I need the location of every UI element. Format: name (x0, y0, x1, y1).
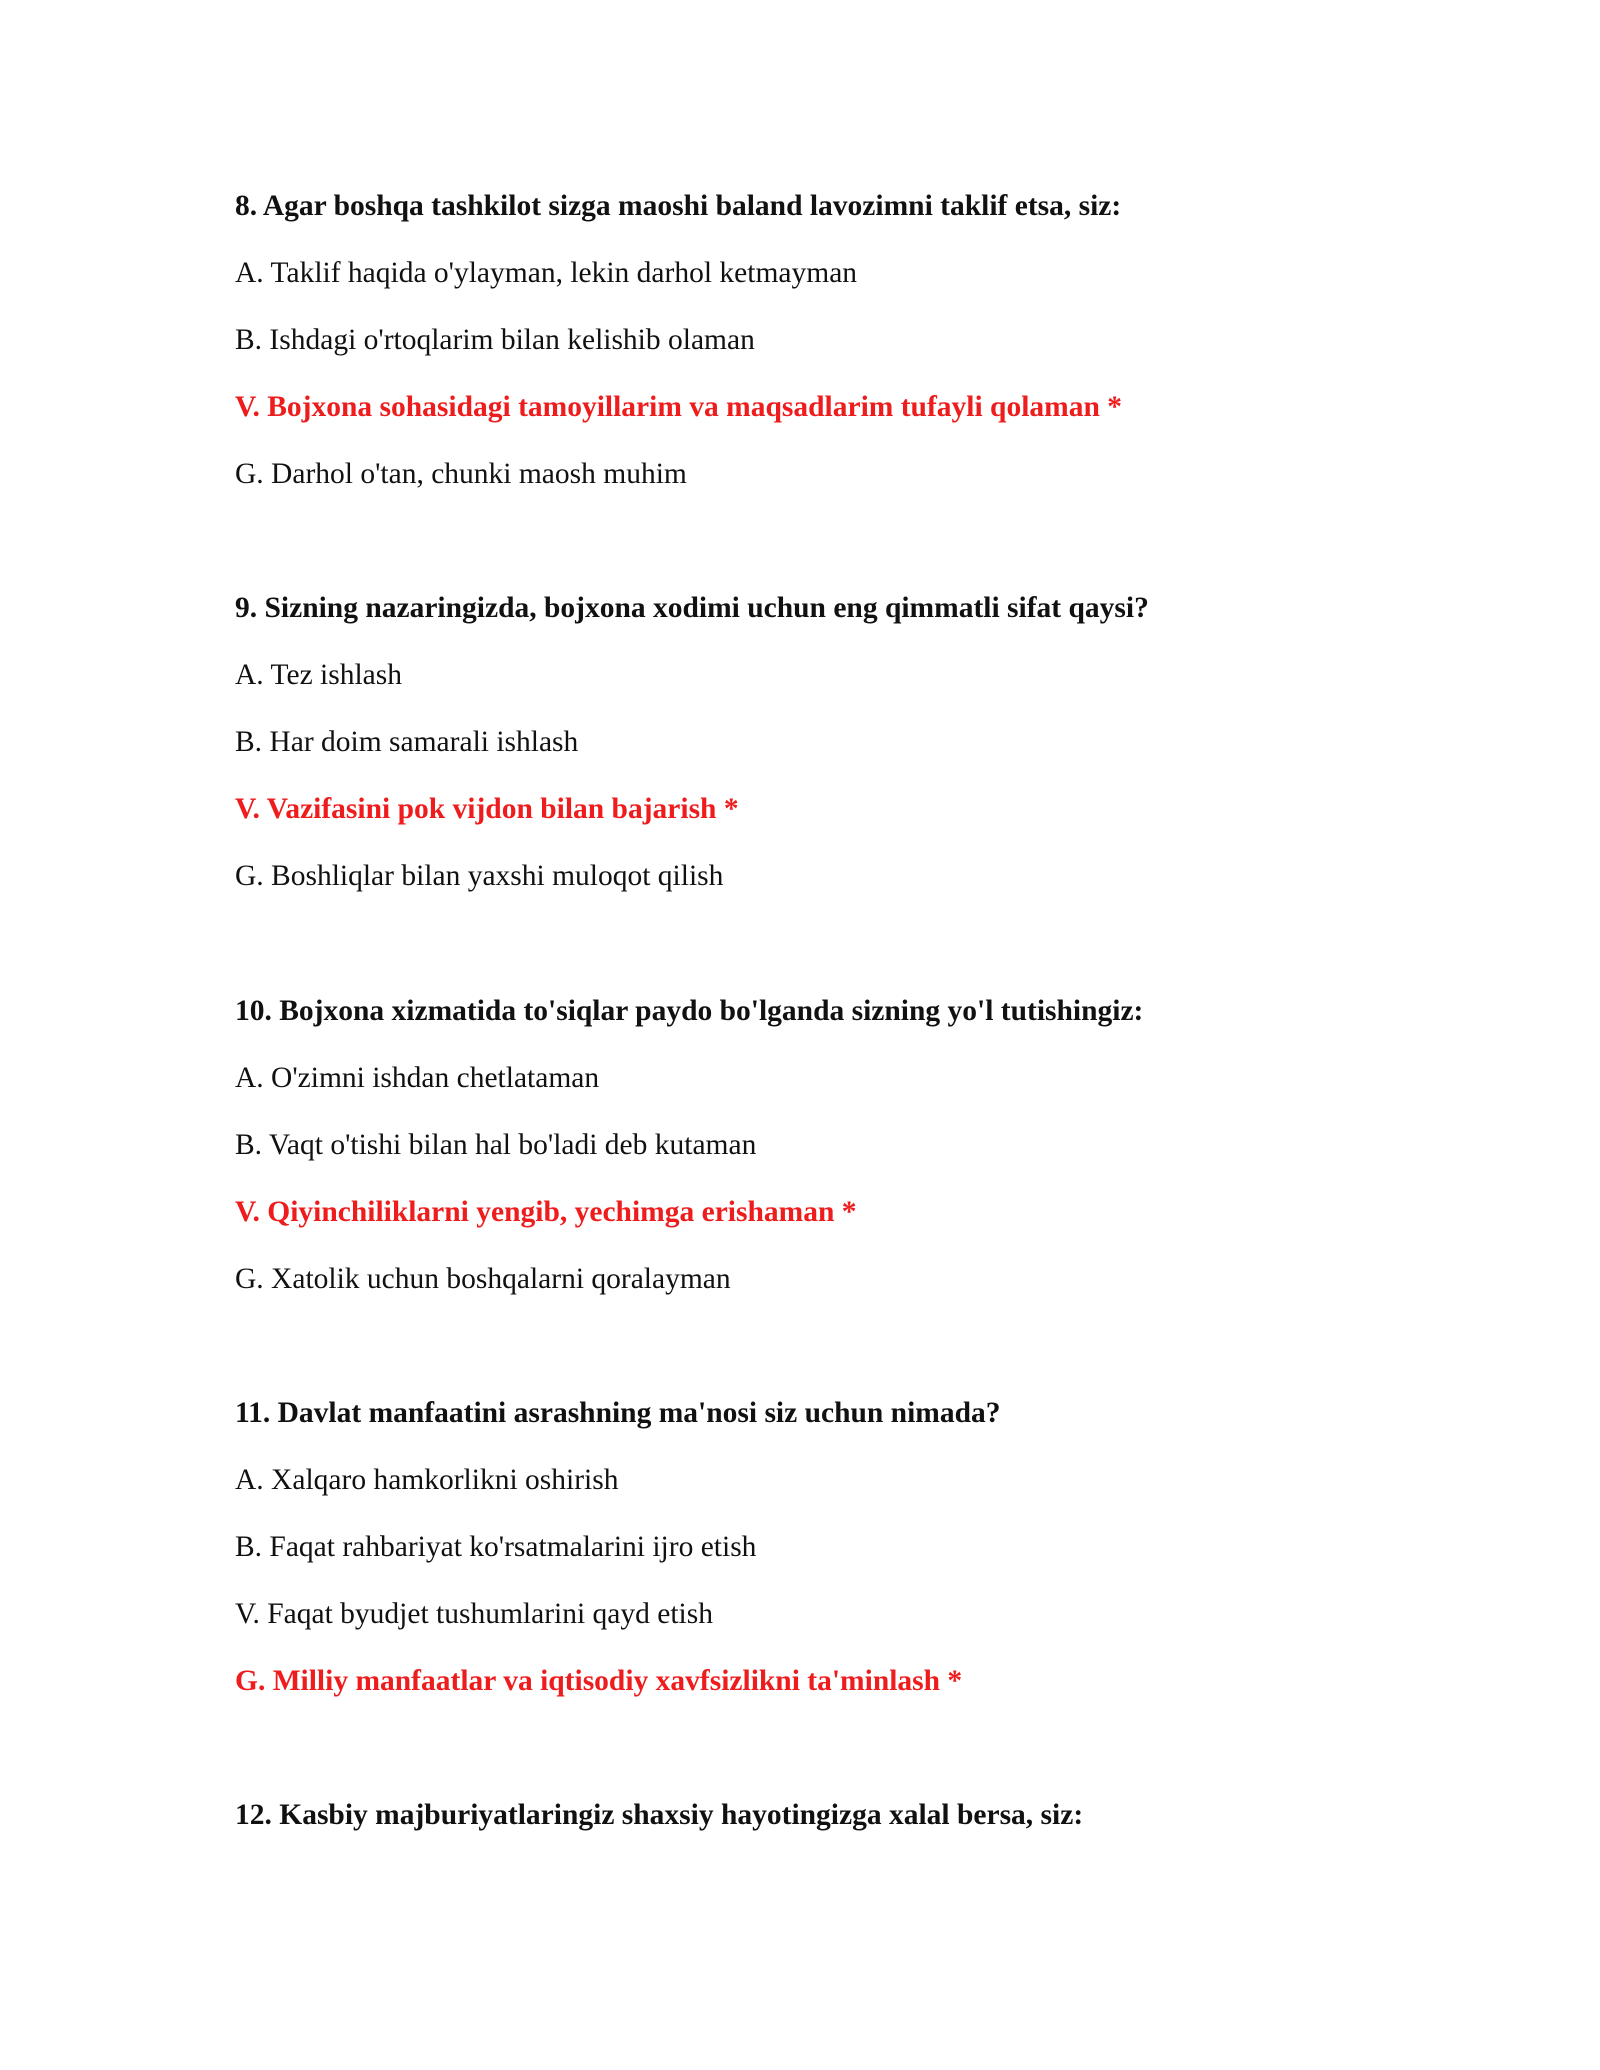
question-text: 10. Bojxona xizmatida to'siqlar paydo bo'lganda sizning yo'l tutishingiz: (235, 995, 1144, 1027)
question-text: 12. Kasbiy majburiyatlaringiz shaxsiy hayotingizga xalal bersa, siz: (235, 1799, 1084, 1831)
option-b: B. Har doim samarali ishlash (235, 726, 579, 758)
option-v: V. Faqat byudjet tushumlarini qayd etish (235, 1598, 713, 1630)
question-text: 11. Davlat manfaatini asrashning ma'nosi siz uchun nimada? (235, 1397, 1001, 1429)
option-a: A. Tez ishlash (235, 659, 402, 691)
option-a: A. O'zimni ishdan chetlataman (235, 1062, 600, 1094)
option-g: G. Boshliqlar bilan yaxshi muloqot qilish (235, 860, 724, 892)
option-g: G. Xatolik uchun boshqalarni qoralayman (235, 1263, 731, 1295)
option-g: G. Darhol o'tan, chunki maosh muhim (235, 458, 687, 490)
option-a: A. Taklif haqida o'ylayman, lekin darhol ketmayman (235, 257, 858, 289)
option-b: B. Vaqt o'tishi bilan hal bo'ladi deb kutaman (235, 1129, 757, 1161)
option-b: B. Ishdagi o'rtoqlarim bilan kelishib olaman (235, 324, 755, 356)
question-text: 8. Agar boshqa tashkilot sizga maoshi baland lavozimni taklif etsa, siz: (235, 190, 1122, 222)
option-v-correct: V. Qiyinchiliklarni yengib, yechimga erishaman * (235, 1196, 857, 1228)
option-g-correct: G. Milliy manfaatlar va iqtisodiy xavfsizlikni ta'minlash * (235, 1665, 963, 1697)
question-text: 9. Sizning nazaringizda, bojxona xodimi uchun eng qimmatli sifat qaysi? (235, 592, 1149, 624)
option-v-correct: V. Bojxona sohasidagi tamoyillarim va maqsadlarim tufayli qolaman * (235, 391, 1123, 423)
option-a: A. Xalqaro hamkorlikni oshirish (235, 1464, 619, 1496)
option-b: B. Faqat rahbariyat ko'rsatmalarini ijro etish (235, 1531, 757, 1563)
option-v-correct: V. Vazifasini pok vijdon bilan bajarish * (235, 793, 739, 825)
